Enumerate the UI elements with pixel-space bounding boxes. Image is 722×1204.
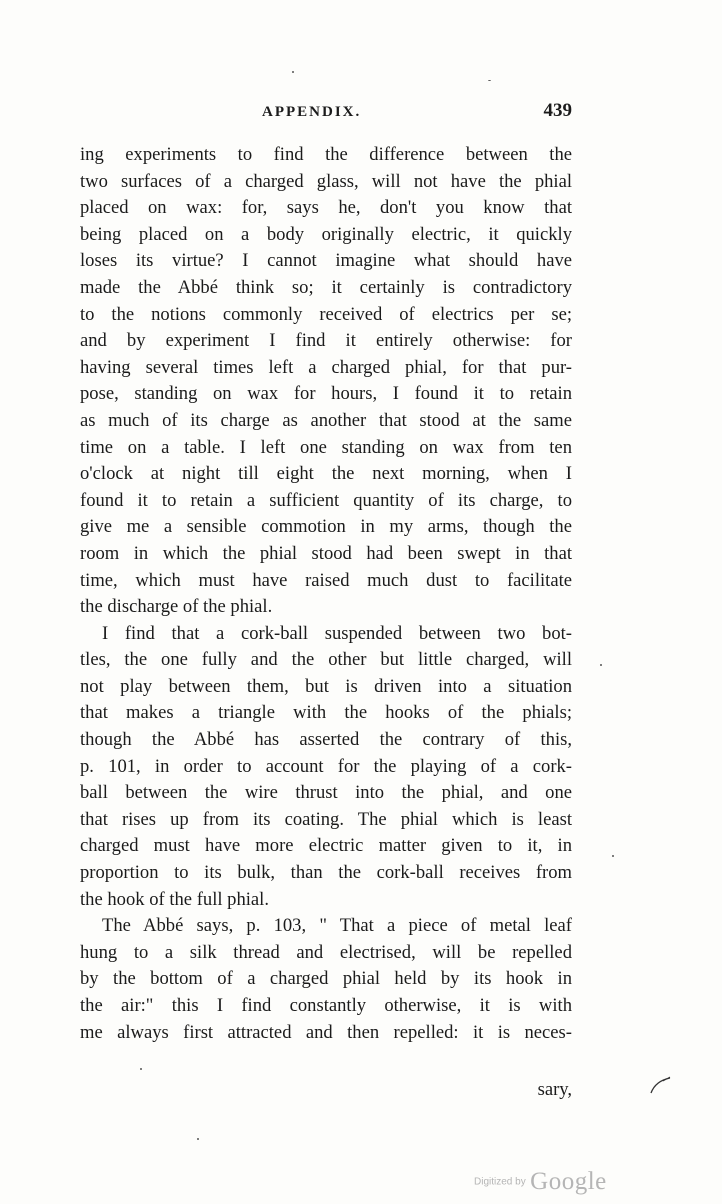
pencil-mark-icon [648,1073,672,1097]
text-line: The Abbé says, p. 103, " That a piece of metal leaf [102,915,572,937]
text-line: p. 101, in order to account for the playing of a cork- [80,755,572,777]
text-line: and by experiment I find it entirely otherwise: for [80,330,572,352]
text-line: as much of its charge as another that stood at the same [80,409,572,431]
text-line: me always first attracted and then repelled: it is neces- [80,1021,572,1043]
text-line: loses its virtue? I cannot imagine what should have [80,250,572,272]
text-line: give me a sensible commotion in my arms, though the [80,516,572,538]
text-line: not play between them, but is driven into a situation [80,675,572,697]
text-line: the hook of the full phial. [80,888,269,910]
google-logo: Google [530,1168,607,1195]
text-line: that makes a triangle with the hooks of the phials; [80,702,572,724]
text-line: ing experiments to find the difference between the [80,144,572,165]
scan-speck [600,664,602,666]
text-line: though the Abbé has asserted the contrary of this, [80,729,572,751]
text-line: proportion to its bulk, than the cork-ball receives from [80,862,572,884]
text-line: time, which must have raised much dust to facilitate [80,569,572,591]
page-number: 439 [543,100,572,121]
text-line: that rises up from its coating. The phial which is least [80,808,572,830]
text-line: ball between the wire thrust into the phial, and one [80,782,572,804]
scan-speck [140,1068,142,1070]
scan-speck [292,71,294,73]
text-line: tles, the one fully and the other but little charged, will [80,649,572,671]
scan-speck [612,855,614,857]
text-line: placed on wax: for, says he, don't you know that [80,197,572,219]
text-line: two surfaces of a charged glass, will not have the phial [80,170,572,192]
text-line: made the Abbé think so; it certainly is contradictory [80,276,572,298]
text-line: time on a table. I left one standing on wax from ten [80,436,572,458]
text-line: hung to a silk thread and electrised, will be repelled [80,941,572,963]
text-line: being placed on a body originally electric, it quickly [80,223,572,245]
text-line: by the bottom of a charged phial held by its hook in [80,968,572,990]
text-line: the discharge of the phial. [80,596,273,618]
watermark-prefix: Digitized by [474,1176,526,1188]
page-header [80,100,572,130]
scan-speck [197,1138,199,1140]
body-text [80,142,572,1046]
text-line: o'clock at night till eight the next morning, when I [80,463,572,485]
text-line: to the notions commonly received of electrics per se; [80,303,572,325]
text-line: having several times left a charged phial, for that pur- [80,356,572,378]
catchword: sary, [537,1079,572,1100]
scan-speck [488,80,491,81]
text-line: the air:" this I find constantly otherwise, it is with [80,995,572,1016]
running-head: APPENDIX. [262,104,362,120]
text-line: room in which the phial stood had been swept in that [80,542,572,564]
text-line: I find that a cork-ball suspended between two bot- [102,622,572,644]
text-line: charged must have more electric matter given to it, in [80,835,572,857]
digitized-watermark [474,1168,607,1196]
text-line: found it to retain a sufficient quantity of its charge, to [80,489,572,511]
text-line: pose, standing on wax for hours, I found it to retain [80,383,572,405]
